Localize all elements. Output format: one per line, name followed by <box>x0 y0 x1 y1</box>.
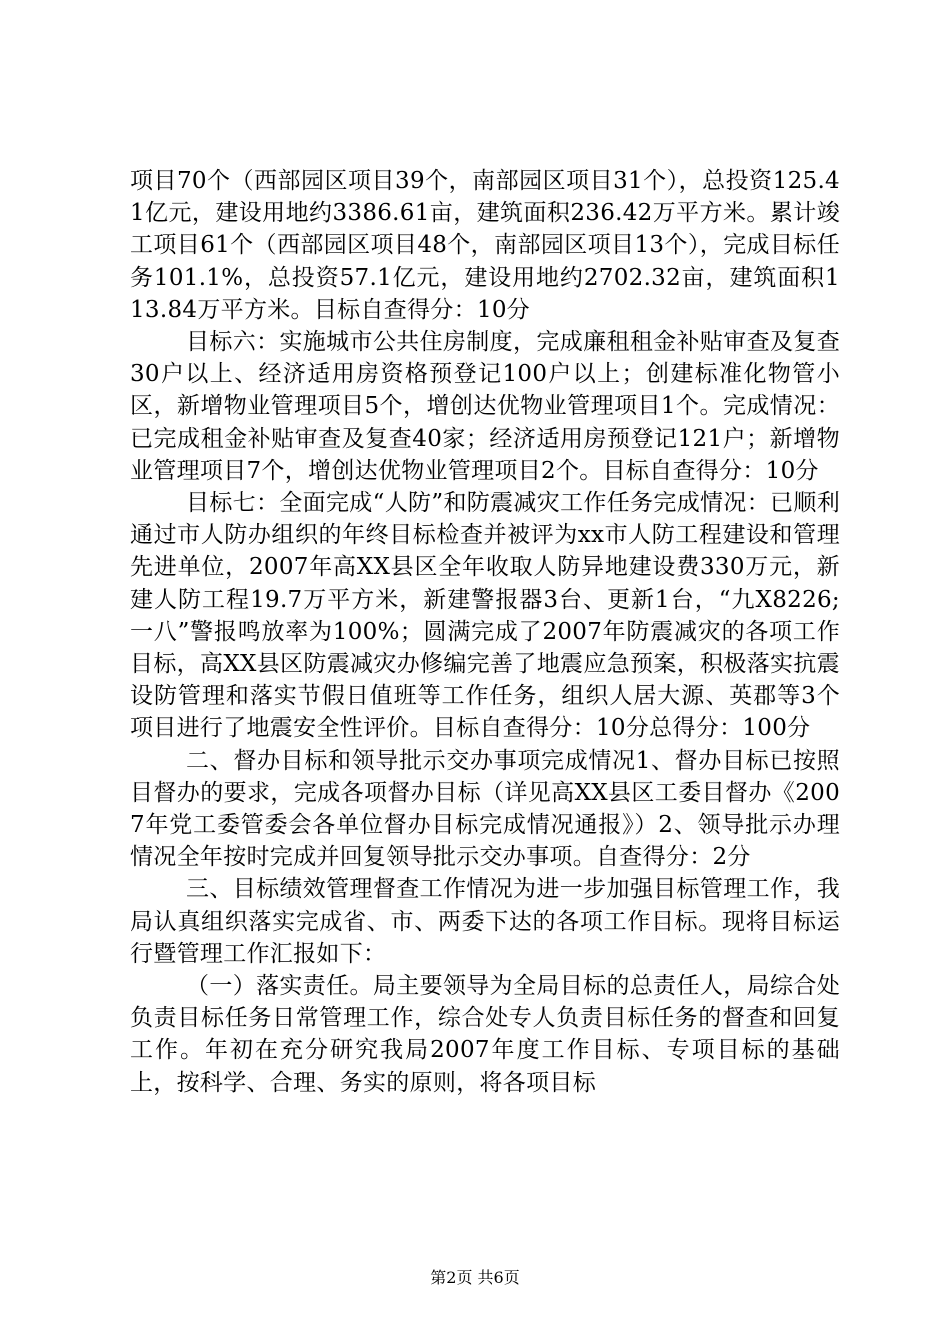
paragraph-3: 目标七：全面完成“人防”和防震减灾工作任务完成情况：已顺利通过市人防办组织的年终目标检查并被评为xx市人防工程建设和管理先进单位，2007年高XX县区全年收取人防异地建设费330万元，新建人防工程19.7万平方米，新建警报器3台、更新1台，“九X8226;一八”警报鸣放率为100%；圆满完成了2007年防震减灾的各项工作目标，高XX县区防震减灾办修编完善了地震应急预案，积极落实抗震设防管理和落实节假日值班等工作任务，组织人居大源、英郡等3个项目进行了地震安全性评价。目标自查得分：10分总得分：100分 <box>130 490 840 742</box>
paragraph-5: 三、目标绩效管理督查工作情况为进一步加强目标管理工作，我局认真组织落实完成省、市、两委下达的各项工作目标。现将目标运行暨管理工作汇报如下： <box>130 876 840 967</box>
paragraph-2: 目标六：实施城市公共住房制度，完成廉租租金补贴审查及复查30户以上、经济适用房资格预登记100户以上；创建标准化物管小区，新增物业管理项目5个，增创达优物业管理项目1个。完成情况：已完成租金补贴审查及复查40家；经济适用房预登记121户；新增物业管理项目7个，增创达优物业管理项目2个。目标自查得分：10分 <box>130 329 840 484</box>
paragraph-4: 二、督办目标和领导批示交办事项完成情况1、督办目标已按照目督办的要求，完成各项督办目标（详见高XX县区工委目督办《2007年党工委管委会各单位督办目标完成情况通报》）2、领导批示办理情况全年按时完成并回复领导批示交办事项。自查得分：2分 <box>130 747 840 871</box>
paragraph-6: （一）落实责任。局主要领导为全局目标的总责任人，局综合处负责目标任务日常管理工作，综合处专人负责目标任务的督查和回复工作。年初在充分研究我局2007年度工作目标、专项目标的基础上，按科学、合理、务实的原则，将各项目标 <box>130 973 840 1096</box>
document-body <box>130 165 840 1099</box>
paragraph-1: 项目70个（西部园区项目39个，南部园区项目31个），总投资125.41亿元，建设用地约3386.61亩，建筑面积236.42万平方米。累计竣工项目61个（西部园区项目48个，南部园区项目13个），完成目标任务101.1%，总投资57.1亿元，建设用地约2702.32亩，建筑面积113.84万平方米。目标自查得分：10分 <box>130 168 840 323</box>
page-number-footer: 第2页 共6页 <box>430 1268 520 1287</box>
